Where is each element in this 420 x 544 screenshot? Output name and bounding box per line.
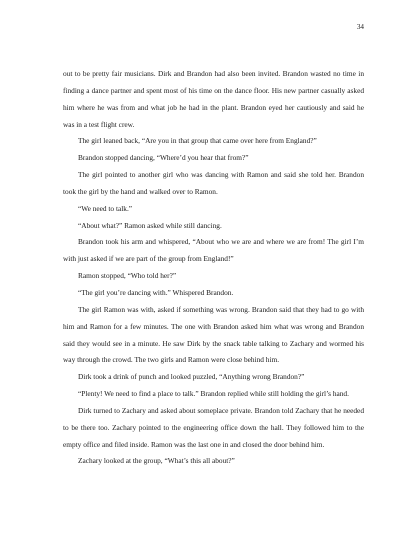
paragraph: out to be pretty fair musicians. Dirk and Brandon had also been invited. Brandon wasted no time in finding a dance partner and spent most of his time on the dance floor. His new partner casually asked him where he was from and what job he had in the plant. Brandon eyed her cautiously and said he was in a test flight crew. xyxy=(63,69,364,129)
paragraph: The girl leaned back, “Are you in that group that came over here from England?” xyxy=(78,136,317,146)
paragraph: Zachary looked at the group, “What’s this all about?” xyxy=(78,456,235,466)
page-number: 34 xyxy=(356,23,364,31)
paragraph: “About what?” Ramon asked while still dancing. xyxy=(78,220,222,230)
paragraph: Brandon stopped dancing, “Where’d you hear that from?” xyxy=(78,153,249,163)
paragraph: Dirk took a drink of punch and looked puzzled, “Anything wrong Brandon?” xyxy=(78,372,305,382)
body-text xyxy=(63,66,364,470)
paragraph: Dirk turned to Zachary and asked about someplace private. Brandon told Zachary that he needed to be there too. Zachary pointed to the engineering office down the hall. They followed him to the empty office and filed inside. Ramon was the last one in and closed the door behind him. xyxy=(63,405,364,449)
paragraph: “Plenty! We need to find a place to talk.” Brandon replied while still holding the girl’s hand. xyxy=(78,389,349,399)
paragraph: “We need to talk.” xyxy=(78,203,133,213)
paragraph: The girl pointed to another girl who was dancing with Ramon and said she told her. Brandon took the girl by the hand and walked over to Ramon. xyxy=(63,170,364,196)
paragraph: Brandon took his arm and whispered, “About who we are and where we are from! The girl I’m with just asked if we are part of the group from England!” xyxy=(63,237,364,264)
paragraph: Ramon stopped, “Who told her?” xyxy=(78,271,177,281)
paragraph: The girl Ramon was with, asked if something was wrong. Brandon said that they had to go with him and Ramon for a few minutes. The one with Brandon asked him what was wrong and Brandon said they would see in a minute. He saw Dirk by the snack table talking to Zachary and wormed his way through the crowd. The two girls and Ramon were close behind him. xyxy=(63,304,364,365)
paragraph: “The girl you’re dancing with.” Whispered Brandon. xyxy=(78,287,234,297)
